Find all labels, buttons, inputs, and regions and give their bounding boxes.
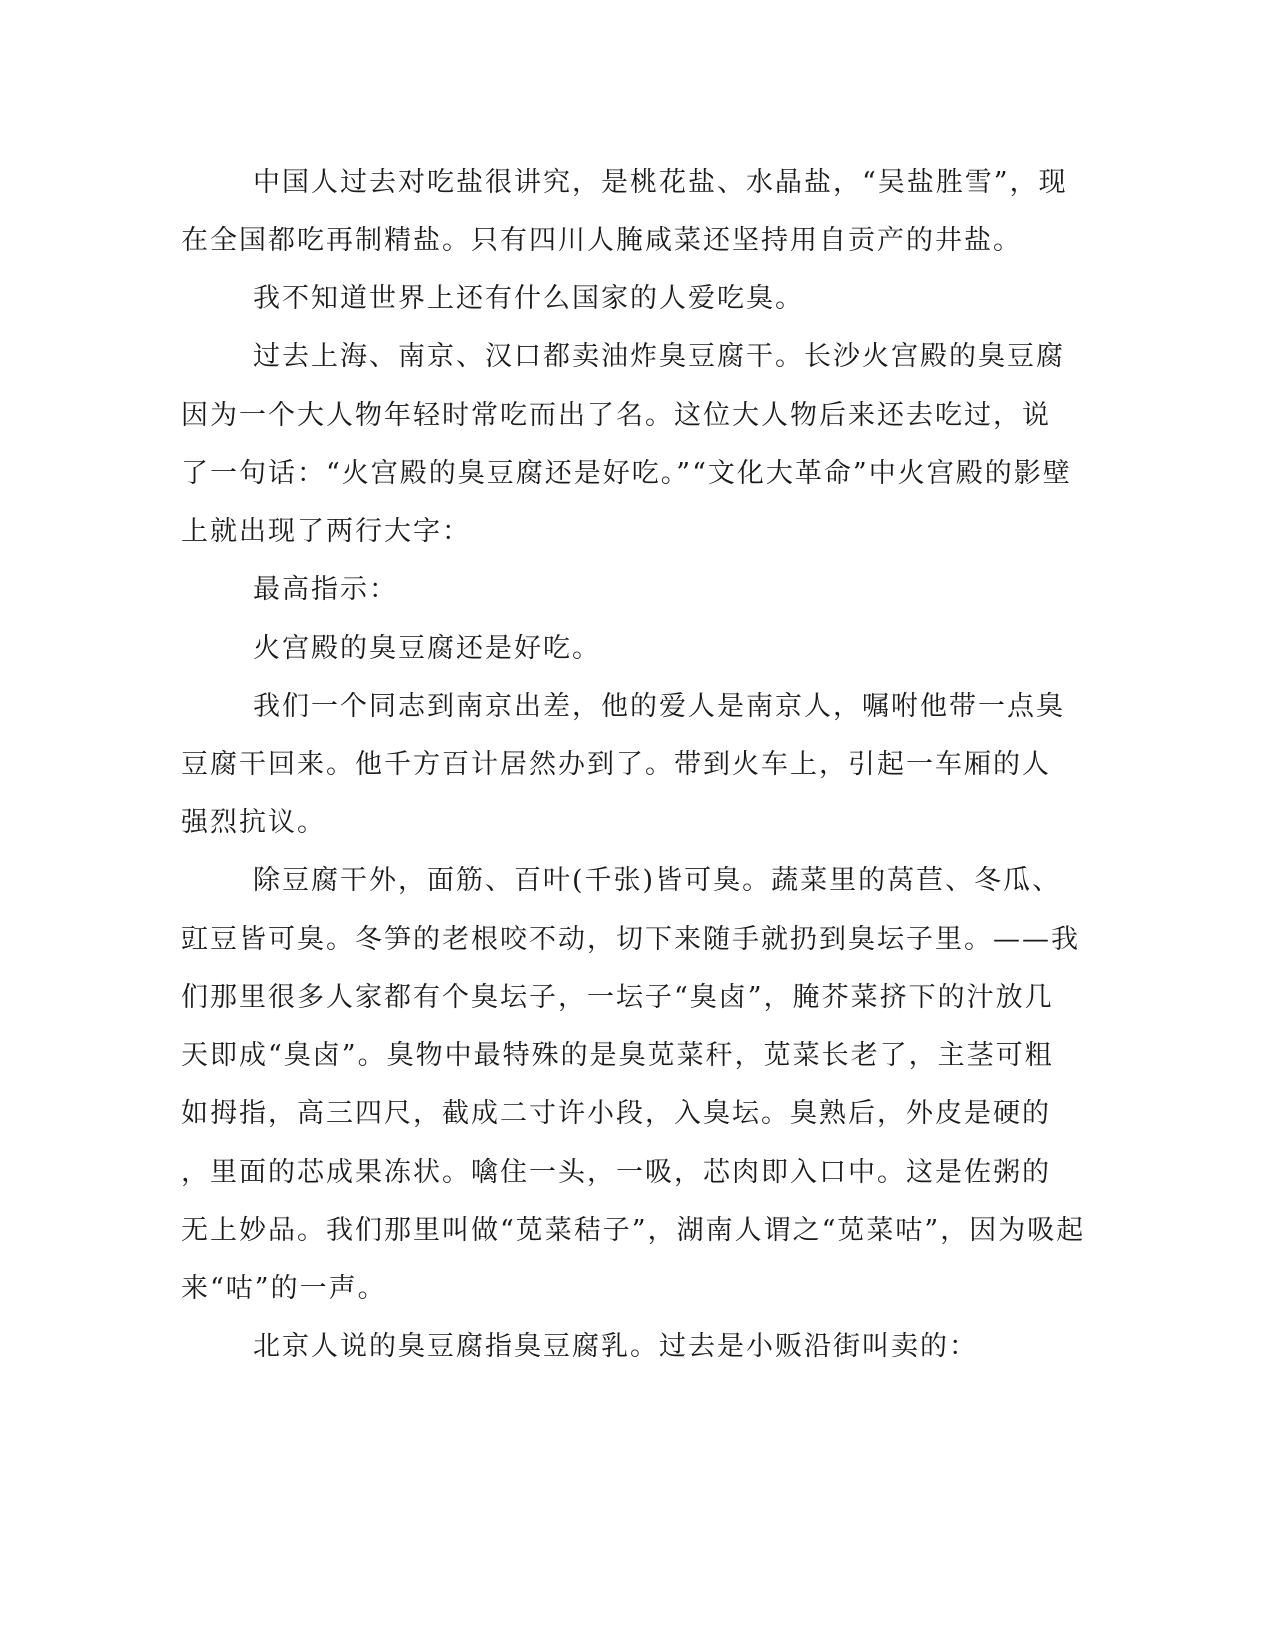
text-line-content: 天即成“臭卤”。臭物中最特殊的是臭苋菜秆，苋菜长老了，主茎可粗 xyxy=(181,1040,1054,1071)
text-line-content: 们那里很多人家都有个臭坛子，一坛子“臭卤”，腌芥菜挤下的汁放几 xyxy=(181,982,1054,1013)
text-line-content: 我不知道世界上还有什么国家的人爱吃臭。 xyxy=(253,283,804,314)
text-line-content: 强烈抗议。 xyxy=(181,807,326,838)
text-line-content: 来“咕”的一声。 xyxy=(181,1273,387,1304)
text-line-content: 豆腐干回来。他千方百计居然办到了。带到火车上，引起一车厢的人 xyxy=(181,749,1051,780)
text-line-content: 最高指示： xyxy=(253,574,398,605)
text-line-content: 火宫殿的臭豆腐还是好吃。 xyxy=(253,633,601,664)
text-line-content: 无上妙品。我们那里叫做“苋菜秸子”，湖南人谓之“苋菜咕”，因为吸起 xyxy=(181,1215,1086,1246)
text-line-content: 我们一个同志到南京出差，他的爱人是南京人，嘱咐他带一点臭 xyxy=(253,691,1065,722)
text-line-content: 了一句话：“火宫殿的臭豆腐还是好吃。”“文化大革命”中火宫殿的影壁 xyxy=(181,458,1072,489)
text-line-content: ，里面的芯成果冻状。噙住一头，一吸，芯肉即入口中。这是佐粥的 xyxy=(181,1157,1051,1188)
text-line-content: 中国人过去对吃盐很讲究，是桃花盐、水晶盐，“吴盐胜雪”，现 xyxy=(253,167,1068,198)
text-line-content: 豇豆皆可臭。冬笋的老根咬不动，切下来随手就扔到臭坛子里。——我 xyxy=(181,924,1080,955)
text-line-content: 上就出现了两行大字： xyxy=(181,516,471,547)
text-line-content: 北京人说的臭豆腐指臭豆腐乳。过去是小贩沿街叫卖的： xyxy=(253,1331,978,1362)
text-line-content: 除豆腐干外，面筋、百叶(千张)皆可臭。蔬菜里的莴苣、冬瓜、 xyxy=(253,865,1062,896)
text-line-content: 在全国都吃再制精盐。只有四川人腌咸菜还坚持用自贡产的井盐。 xyxy=(181,225,1022,256)
text-line-content: 如拇指，高三四尺，截成二寸许小段，入臭坛。臭熟后，外皮是硬的 xyxy=(181,1098,1051,1129)
text-line-content: 因为一个大人物年轻时常吃而出了名。这位大人物后来还去吃过，说 xyxy=(181,400,1051,431)
text-line-content: 过去上海、南京、汉口都卖油炸臭豆腐干。长沙火宫殿的臭豆腐 xyxy=(253,341,1065,372)
